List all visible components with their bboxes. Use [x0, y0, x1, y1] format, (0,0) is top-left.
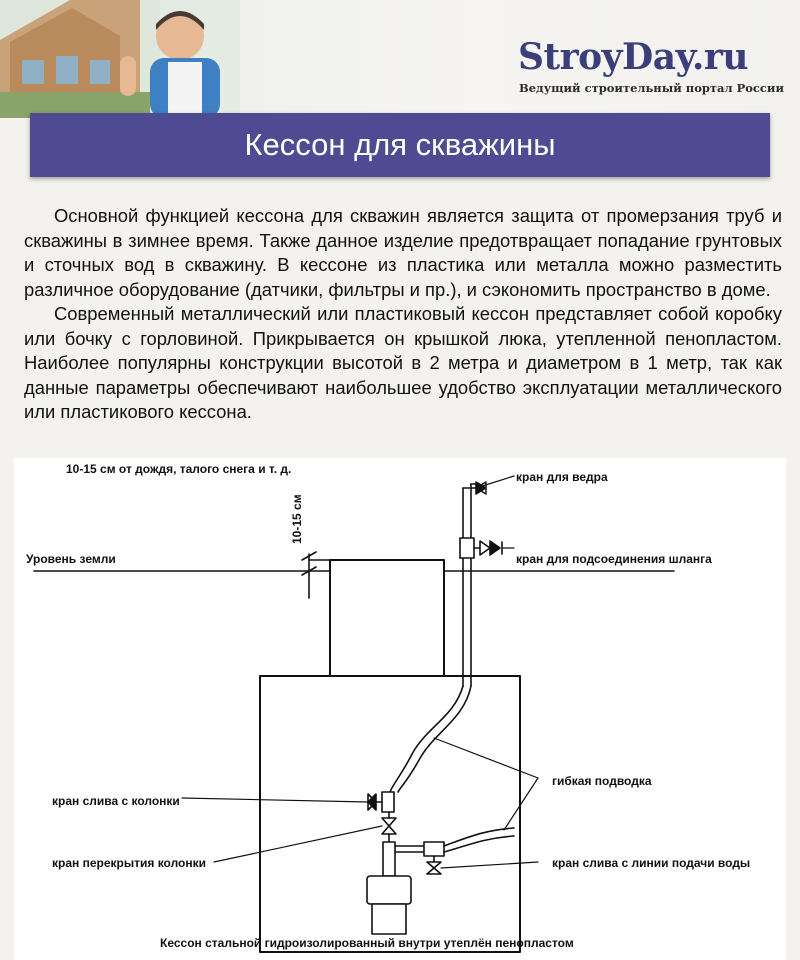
- title-banner: [30, 113, 770, 177]
- column-shutoff-valve: [382, 818, 396, 826]
- column-drain-fitting: [382, 792, 394, 812]
- caisson-neck: [330, 560, 444, 676]
- leader-column-drain: [182, 798, 368, 802]
- article-paragraph: Основной функцией кессона для скважин является защита от промерзания труб и скважины в зимнее время. Также данное изделие предотвращает попадание грунтовых и сточных вод в скважину. В кессоне из пластика или металла можно разместить различное оборудование (датчики, фильтры и пр.), и сэкономить пространство в доме.: [24, 205, 782, 300]
- leader-bucket-tap: [476, 476, 514, 488]
- supply-tee: [424, 842, 444, 856]
- article-paragraph: Современный металлический или пластиковый кессон представляет собой коробку или бочку с горловиной. Прикрывается он крышкой люка, утепленной пенопластом. Наиболее популярны конструкции высотой в 2 метра и диаметром в 1 метр, так как данные параметры обеспечивают наибольшее удобство эксплуатации металлического или пластикового кессона.: [24, 303, 782, 422]
- page-title: Кессон для скважины: [244, 127, 556, 162]
- label-flexible-hose: гибкая подводка: [552, 774, 652, 788]
- caisson-diagram: [14, 458, 786, 960]
- label-supply-drain-tap: кран слива с линии подачи воды: [552, 856, 751, 870]
- diagram-caption: Кессон стальной гидроизолированный внутри утеплён пенопластом: [160, 936, 574, 950]
- leader-flex-hose-1: [434, 738, 538, 778]
- site-tagline: Ведущий строительный портал России: [519, 81, 784, 95]
- label-column-drain-tap: кран слива с колонки: [52, 794, 180, 808]
- label-hose-tap: кран для подсоединения шланга: [516, 552, 712, 566]
- label-column-shutoff-tap: кран перекрытия колонки: [52, 856, 206, 870]
- label-top-note: 10-15 см от дождя, талого снега и т. д.: [66, 462, 292, 476]
- article-body: [24, 204, 782, 425]
- site-header: [0, 0, 800, 118]
- site-logo[interactable]: StroyDay.ru: [518, 36, 749, 78]
- header-illustration: [0, 0, 240, 118]
- supply-drain-valve: [427, 862, 441, 868]
- column-pipe: [383, 842, 395, 876]
- supply-hose-b: [444, 836, 514, 852]
- label-ground-level: Уровень земли: [26, 552, 116, 566]
- diagram-drawing: [14, 458, 786, 960]
- well-head: [367, 876, 411, 904]
- flexible-hose-b: [398, 686, 471, 792]
- label-height-mark: 10-15 см: [290, 494, 304, 544]
- leader-supply-drain: [441, 862, 538, 868]
- thumbs-up-hand: [120, 56, 136, 96]
- label-bucket-tap: кран для ведра: [516, 470, 608, 484]
- leader-column-shutoff: [214, 826, 382, 862]
- hose-tap-tee: [460, 538, 474, 558]
- flexible-hose-a: [390, 686, 463, 792]
